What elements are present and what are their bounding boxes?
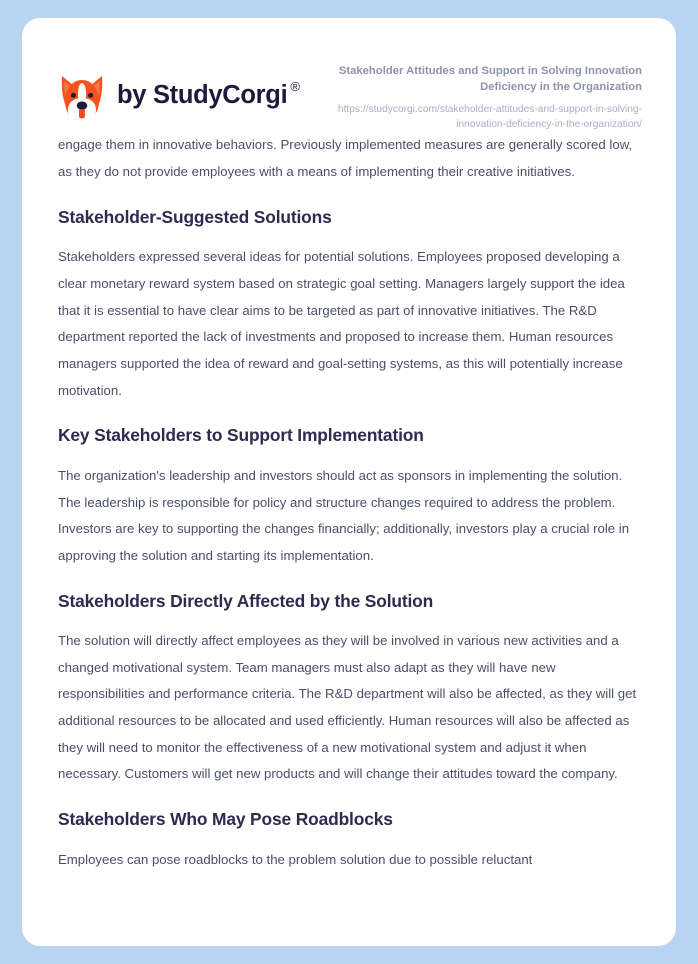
section-stakeholders-directly-affected-by-the-solution [58, 590, 638, 789]
brand-name-text: by StudyCorgi [117, 81, 288, 110]
section-paragraph: Employees can pose roadblocks to the problem solution due to possible reluctant [58, 851, 533, 867]
intro-paragraph: engage them in innovative behaviors. Previously implemented measures are generally scored low, as they do not provide employees with a means of implementing their creative initiatives. [58, 137, 633, 180]
brand-lockup[interactable] [58, 62, 300, 122]
brand-name [117, 79, 300, 110]
document-url[interactable]: https://studycorgi.com/stakeholder-attitudes-and-support-in-solving-innovation-deficiency-in-the-organization/ [337, 103, 642, 130]
section-stakeholder-suggested-solutions [58, 206, 638, 405]
section-paragraph: The solution will directly affect employees as they will be involved in various new activities and a changed motivational system. Team managers must also adapt as they will have new responsibilities and performance criteria. The R&D department will also be affected, as they will get additional resources to be allocated and used efficiently. Human resources will also be affected as they will need to monitor the effectiveness of a new motivational system and adjust it when necessary. Customers will get new products and will change their attitudes toward the company. [58, 633, 637, 782]
corgi-logo-icon [58, 70, 106, 122]
section-paragraph: The organization's leadership and investors should act as sponsors in implementing the solution. The leadership is responsible for policy and structure changes required to address the problem. Investors are key to supporting the changes financially; additionally, investors play a crucial role in approving the solution and starting its implementation. [58, 467, 630, 563]
section-key-stakeholders-to-support-implementation [58, 424, 638, 569]
section-paragraph: Stakeholders expressed several ideas for potential solutions. Employees proposed developing a clear monetary reward system based on strategic goal setting. Managers largely support the idea that it is essential to have clear aims to be targeted as part of innovative initiatives. The R&D department reported the lack of investments and proposed to increase them. Human resources managers supported the idea of reward and goal-setting systems, as this will potentially increase motivation. [58, 249, 625, 398]
document-title: Stakeholder Attitudes and Support in Solving Innovation Deficiency in the Organization [338, 65, 642, 93]
document-paper [22, 18, 676, 946]
section-heading: Stakeholders Who May Pose Roadblocks [58, 809, 393, 830]
section-heading: Key Stakeholders to Support Implementation [58, 425, 424, 446]
document-body [22, 132, 676, 873]
section-stakeholders-who-may-pose-roadblocks [58, 808, 638, 873]
header-meta [297, 62, 642, 132]
section-heading: Stakeholders Directly Affected by the Solution [58, 590, 434, 611]
document-header [22, 18, 676, 132]
section-heading: Stakeholder-Suggested Solutions [58, 206, 332, 227]
registered-trademark-icon: ® [290, 79, 300, 95]
